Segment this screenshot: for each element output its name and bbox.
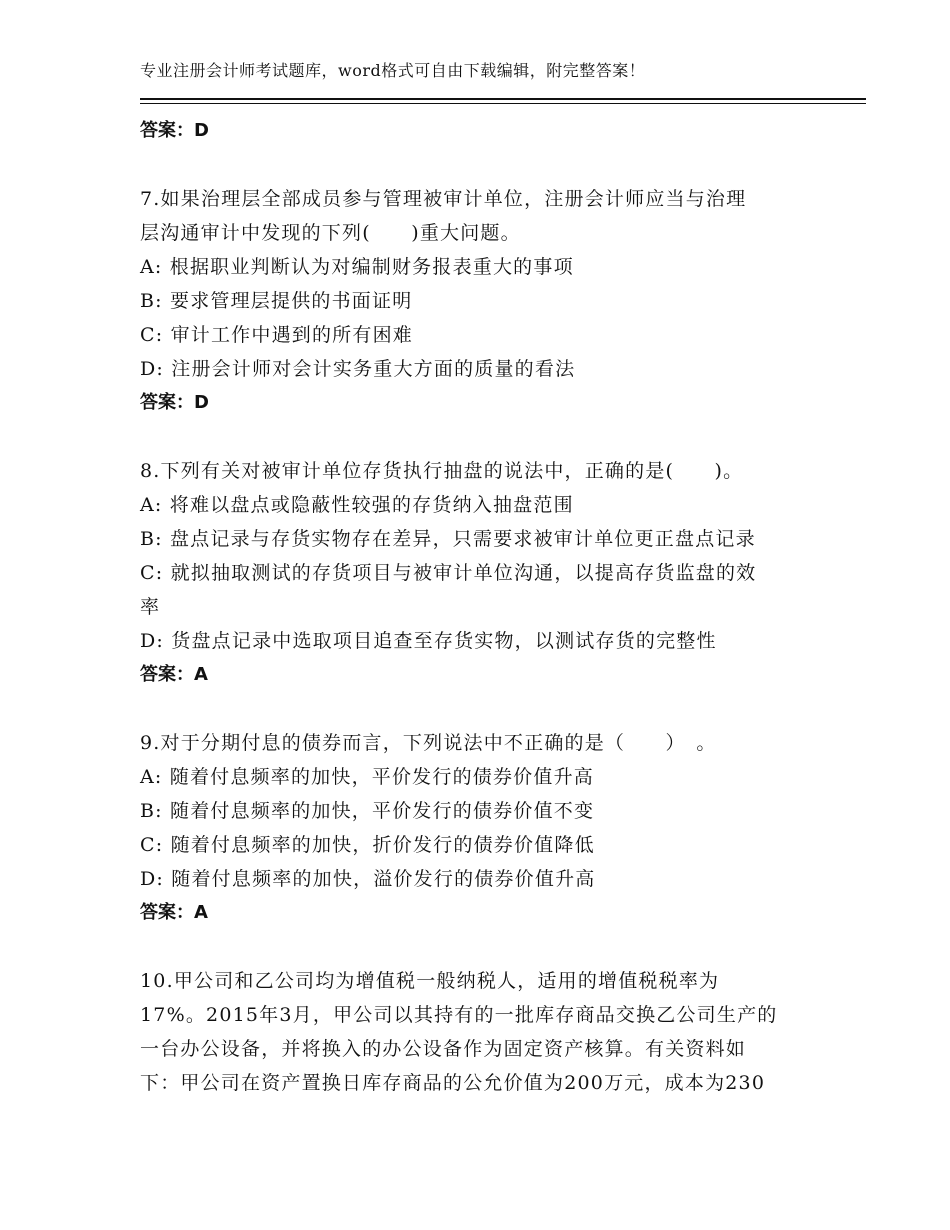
- document-body: [140, 114, 830, 1100]
- spacer: [140, 692, 830, 726]
- question-stem-line: 层沟通审计中发现的下列( )重大问题。: [140, 222, 521, 244]
- question-8: [140, 454, 830, 692]
- page-header: 专业注册会计师考试题库，word格式可自由下载编辑，附完整答案！: [140, 61, 646, 80]
- option-d: D: 随着付息频率的加快，溢价发行的债券价值升高: [140, 868, 596, 890]
- previous-answer: 答案：D: [140, 120, 209, 141]
- option-c: C: 随着付息频率的加快，折价发行的债券价值降低: [140, 834, 595, 856]
- spacer: [140, 420, 830, 454]
- answer: 答案：D: [140, 392, 209, 413]
- option-d: D: 货盘点记录中选取项目追查至存货实物，以测试存货的完整性: [140, 630, 717, 652]
- option-d: D: 注册会计师对会计实务重大方面的质量的看法: [140, 358, 576, 380]
- header-rule-thick: [140, 98, 866, 100]
- question-stem-line: 9.对于分期付息的债券而言，下列说法中不正确的是（ ） 。: [140, 732, 717, 754]
- option-a: A: 将难以盘点或隐蔽性较强的存货纳入抽盘范围: [140, 494, 574, 516]
- question-stem-line: 一台办公设备，并将换入的办公设备作为固定资产核算。有关资料如: [140, 1038, 747, 1060]
- option-b: B: 随着付息频率的加快，平价发行的债券价值不变: [140, 800, 595, 822]
- question-stem-line: 8.下列有关对被审计单位存货执行抽盘的说法中，正确的是( )。: [140, 460, 744, 482]
- option-a: A: 根据职业判断认为对编制财务报表重大的事项: [140, 256, 574, 278]
- option-b: B: 盘点记录与存货实物存在差异，只需要求被审计单位更正盘点记录: [140, 528, 756, 550]
- question-stem-line: 17%。2015年3月，甲公司以其持有的一批库存商品交换乙公司生产的: [140, 1004, 778, 1026]
- question-stem-line: 下：甲公司在资产置换日库存商品的公允价值为200万元，成本为230: [140, 1072, 766, 1094]
- option-a: A: 随着付息频率的加快，平价发行的债券价值升高: [140, 766, 594, 788]
- answer: 答案：A: [140, 664, 208, 685]
- question-7: [140, 182, 830, 420]
- option-c: C: 审计工作中遇到的所有困难: [140, 324, 413, 346]
- option-c: C: 就拟抽取测试的存货项目与被审计单位沟通，以提高存货监盘的效: [140, 562, 757, 584]
- spacer: [140, 148, 830, 182]
- question-10: [140, 964, 830, 1100]
- answer: 答案：A: [140, 902, 208, 923]
- question-9: [140, 726, 830, 930]
- option-c-continued: 率: [140, 596, 161, 618]
- question-stem-line: 7.如果治理层全部成员参与管理被审计单位，注册会计师应当与治理: [140, 188, 747, 210]
- spacer: [140, 930, 830, 964]
- question-stem-line: 10.甲公司和乙公司均为增值税一般纳税人，适用的增值税税率为: [140, 970, 720, 992]
- option-b: B: 要求管理层提供的书面证明: [140, 290, 413, 312]
- header-rule-thin: [140, 103, 866, 104]
